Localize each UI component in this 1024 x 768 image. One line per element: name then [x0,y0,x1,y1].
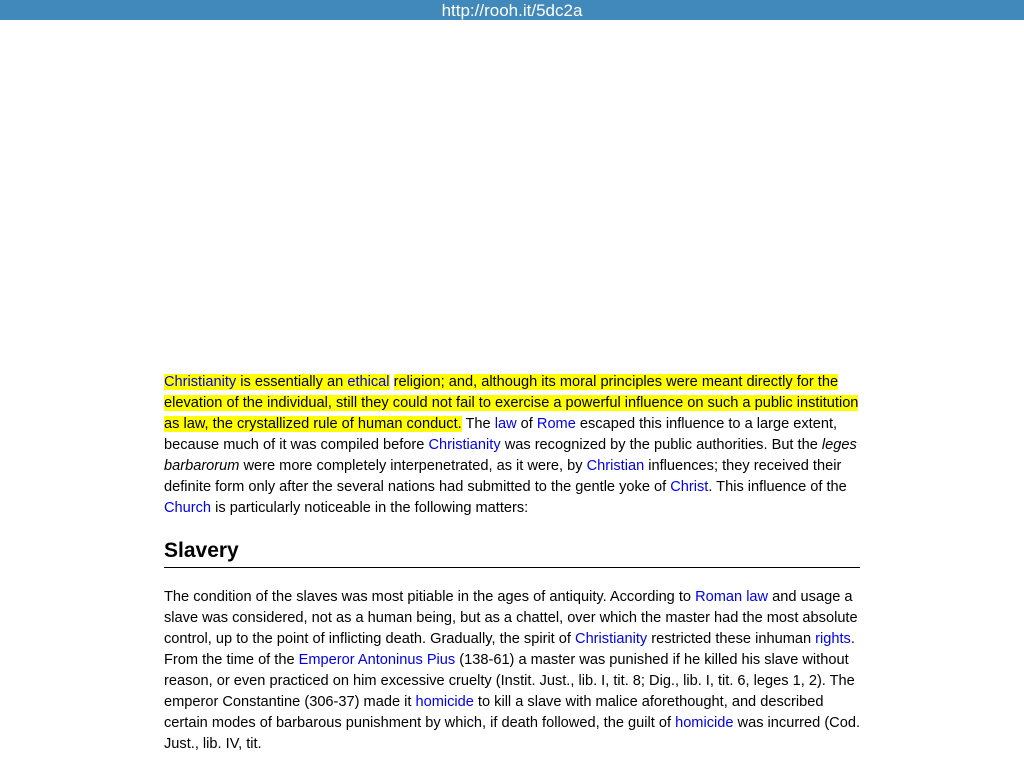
text: of [516,416,537,432]
text: and usage a slave was considered, not as a human being, but as a chattel, over which the master had the most absolute control, up to the point of inflicting death. Gradually, the spirit of [164,589,858,647]
link-christian[interactable]: Christian [586,458,645,474]
intro-paragraph [164,372,860,519]
link-homicide[interactable]: homicide [415,694,474,710]
link-rome[interactable]: Rome [536,416,576,432]
text: escaped this influence to a large extent, because much of it was compiled before [164,416,838,453]
text: . From the time of the [164,631,855,668]
text: The condition of the slaves was most pitiable in the ages of antiquity. According to [164,589,696,605]
link-christ[interactable]: Christ [670,479,709,495]
article-content [164,372,860,755]
link-rights[interactable]: rights [815,631,851,647]
link-roman-law[interactable]: Roman law [695,589,769,605]
emphasis: leges barbarorum [164,437,857,474]
text: is essentially an [236,374,348,390]
text: was recognized by the public authorities. But the [500,437,822,453]
text: (138-61) a master was punished if he killed his slave without reason, or even practiced on him excessive cruelty (Instit. Just., lib. I, tit. 8; Dig., lib. I, tit. 6, leges 1, 2). The emperor Constantine (306-37) made it [164,652,855,710]
link-emperor-antoninus-pius[interactable]: Emperor Antoninus Pius [298,652,456,668]
link-homicide[interactable]: homicide [675,715,734,731]
text: were more completely interpenetrated, as it were, by [239,458,587,474]
link-christianity[interactable]: Christianity [428,437,501,453]
link-law[interactable]: law [494,416,517,432]
link-church[interactable]: Church [164,500,212,516]
short-url[interactable]: http://rooh.it/5dc2a [441,1,583,20]
link-ethical[interactable]: ethical [347,374,390,390]
section-heading-slavery: Slavery [164,537,860,568]
text: The [461,416,495,432]
highlighted-text [164,374,390,390]
slavery-paragraph [164,587,860,755]
text: was incurred (Cod. Just., lib. IV, tit. [164,715,861,752]
highlighted-text: religion; and, although its moral principles were meant directly for the elevation of the individual, still they could not fail to exercise a powerful influence on such a public institution as law, the crystallized rule of human conduct. [164,374,859,432]
text: influences; they received their definite form only after the several nations had submitted to the gentle yoke of [164,458,842,495]
text: restricted these inhuman [647,631,816,647]
text: to kill a slave with malice aforethought, and described certain modes of barbarous punishment by which, if death followed, the guilt of [164,694,824,731]
link-christianity[interactable]: Christianity [575,631,648,647]
text: is particularly noticeable in the following matters: [211,500,529,516]
link-christianity[interactable]: Christianity [164,374,237,390]
text: . This influence of the [708,479,847,495]
url-banner[interactable] [0,0,1024,20]
